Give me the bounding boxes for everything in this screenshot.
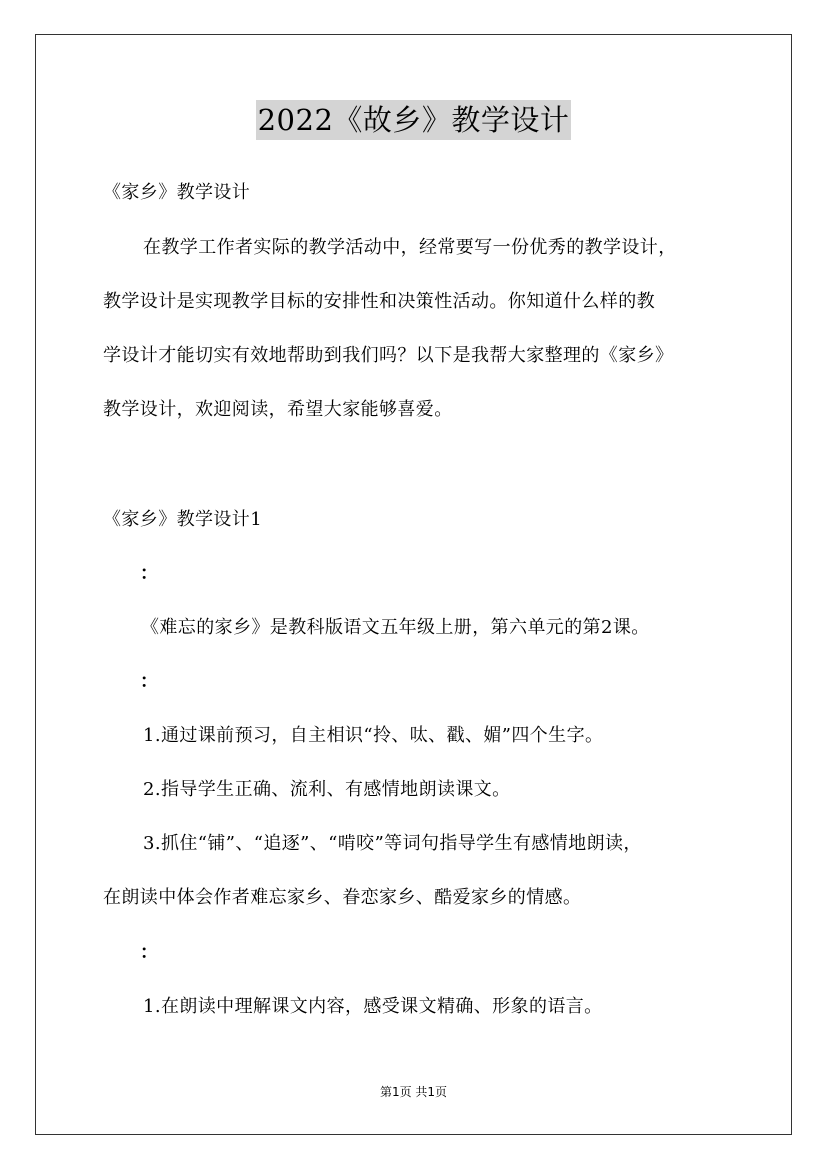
title-container: [0, 100, 827, 140]
paragraph-line: 在教学工作者实际的教学活动中，经常要写一份优秀的教学设计，: [143, 237, 677, 258]
paragraph-line: 教学设计是实现教学目标的安排性和决策性活动。你知道什么样的教: [103, 291, 655, 312]
paragraph-line: 《难忘的家乡》是教科版语文五年级上册，第六单元的第2课。: [141, 617, 650, 638]
list-item: 1.在朗读中理解课文内容，感受课文精确、形象的语言。: [143, 996, 603, 1017]
list-item-continuation: 在朗读中体会作者难忘家乡、眷恋家乡、酷爱家乡的情感。: [103, 887, 582, 908]
section-heading-1: 《家乡》教学设计1: [103, 509, 263, 530]
section-heading-intro: 《家乡》教学设计: [103, 182, 251, 203]
label-colon: ：: [140, 942, 159, 963]
document-title: 2022《故乡》教学设计: [256, 100, 572, 140]
page-footer: 第1页 共1页: [379, 1085, 448, 1099]
paragraph-line: 学设计才能切实有效地帮助到我们吗？以下是我帮大家整理的《家乡》: [103, 345, 674, 366]
list-item: 1.通过课前预习，自主相识“拎、呔、戳、媚”四个生字。: [143, 725, 604, 746]
paragraph-line: 教学设计，欢迎阅读，希望大家能够喜爱。: [103, 399, 453, 420]
label-colon: ：: [140, 563, 159, 584]
list-item: 2.指导学生正确、流利、有感情地朗读课文。: [143, 779, 511, 800]
list-item: 3.抓住“铺”、“追逐”、“啃咬”等词句指导学生有感情地朗读，: [143, 833, 642, 854]
label-colon: ：: [140, 671, 159, 692]
